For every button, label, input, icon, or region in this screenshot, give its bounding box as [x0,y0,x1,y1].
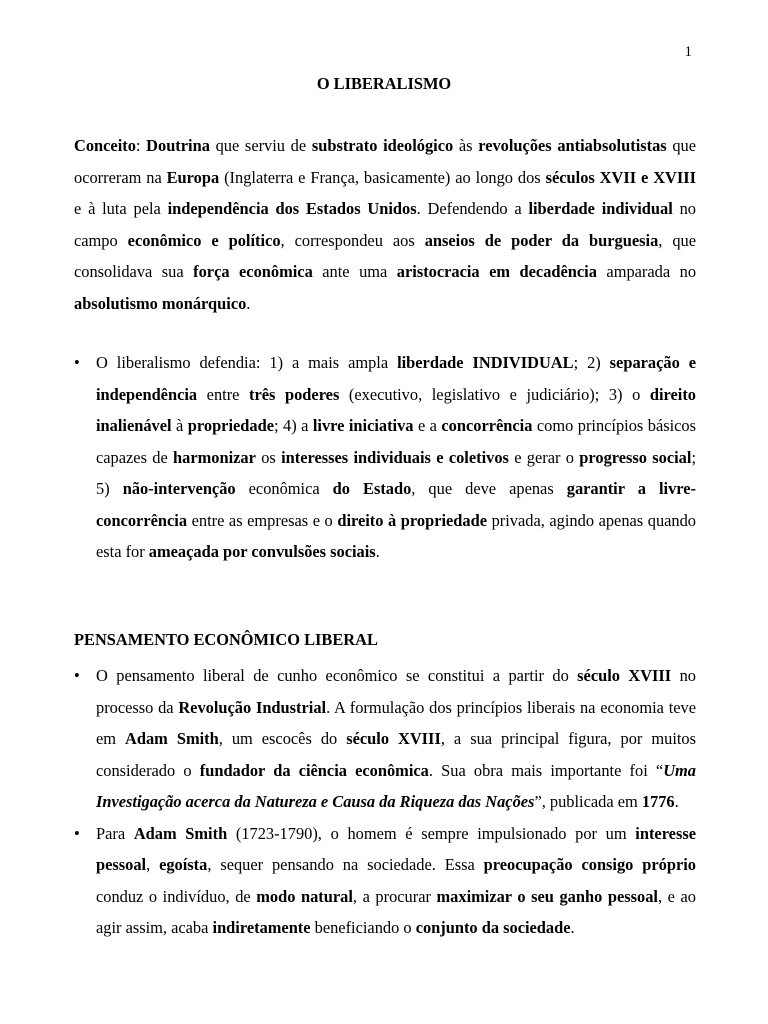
list-item: • O pensamento liberal de cunho econômico se constitui a partir do século XVIII no processo da Revolução Industrial. A formulação dos princípios liberais na economia teve em Adam Smith, um escocês do século XVIII, a sua principal figura, por muitos considerado o fundador da ciência econômica. Sua obra mais importante foi “Uma Investigação acerca da Natureza e Causa da Riqueza das Nações”, publicada em 1776. [74,660,696,818]
bullet-icon: • [74,823,80,843]
document-title: O LIBERALISMO [316,74,452,93]
list-item: • Para Adam Smith (1723-1790), o homem é sempre impulsionado por um interesse pessoal, egoísta, sequer pensando na sociedade. Essa preocupação consigo próprio conduz o indivíduo, de modo natural, a procurar maximizar o seu ganho pessoal, e ao agir assim, acaba indiretamente beneficiando o conjunto da sociedade. [74,818,696,944]
list-item: • O liberalismo defendia: 1) a mais ampla liberdade INDIVIDUAL; 2) separação e independência entre três poderes (executivo, legislativo e judiciário); 3) o direito inalienável à propriedade; 4) a livre iniciativa e a concorrência como princípios básicos capazes de harmonizar os interesses individuais e coletivos e gerar o progresso social; 5) não-intervenção econômica do Estado, que deve apenas garantir a livre-concorrência entre as empresas e o direito à propriedade privada, agindo apenas quando esta for ameaçada por convulsões sociais. [74,347,696,568]
section-heading: PENSAMENTO ECONÔMICO LIBERAL [74,630,378,649]
page-number: 1 [684,44,692,60]
liberalism-bullet-list [74,347,696,568]
bullet-icon: • [74,353,80,372]
intro-paragraph: Conceito: Doutrina que serviu de substrato ideológico às revoluções antiabsolutistas que ocorreram na Europa (Inglaterra e França, basicamente) ao longo dos séculos XVII e XVIII e à luta pela independência dos Estados Unidos. Defendendo a liberdade individual no campo econômico e político, correspondeu aos anseios de poder da burguesia, que consolidava sua força econômica ante uma aristocracia em decadência amparada no absolutismo monárquico. [74,136,697,313]
bullet-icon: • [74,666,80,685]
economic-thought-bullet-list [74,660,696,944]
book-title: Uma Investigação acerca da Natureza e Causa da Riqueza das Nações [96,760,696,811]
